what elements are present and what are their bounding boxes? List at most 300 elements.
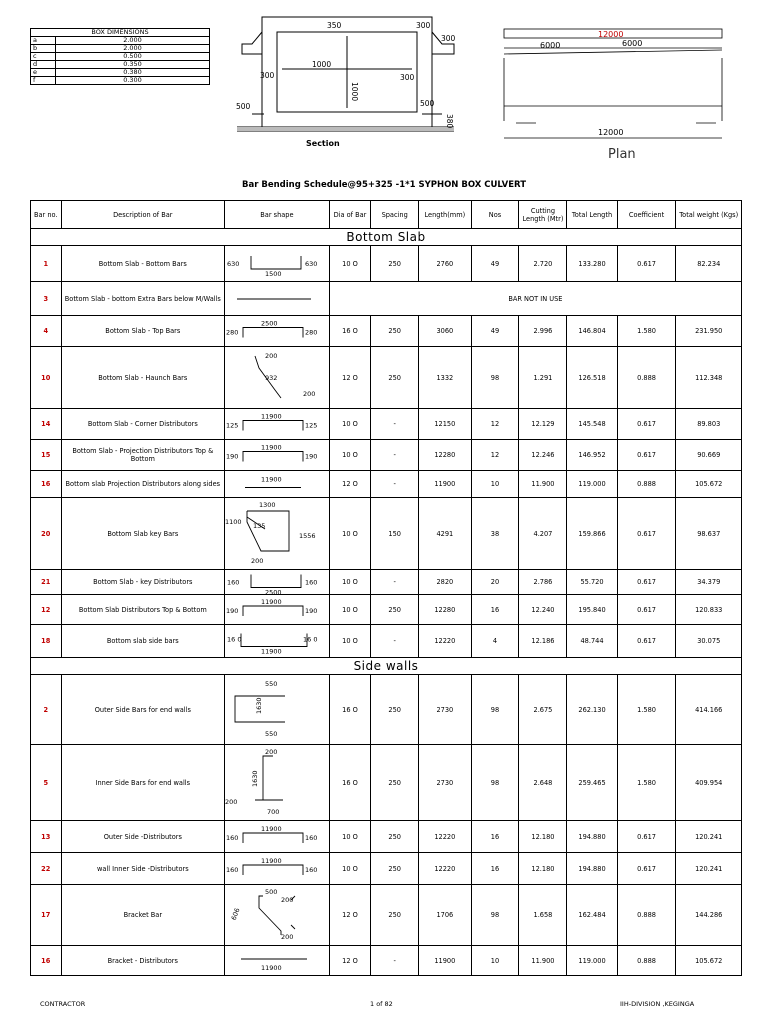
section-row-bottom: Bottom Slab <box>31 229 742 246</box>
length-cell: 3060 <box>419 316 471 347</box>
table-row <box>31 347 742 409</box>
total-length-cell: 145.548 <box>567 409 617 440</box>
length-cell: 2820 <box>419 570 471 595</box>
length-cell: 12220 <box>419 853 471 885</box>
length-cell: 12280 <box>419 595 471 625</box>
dim-key: d <box>31 61 56 69</box>
bar-shape-cell <box>225 282 330 316</box>
spacing-cell: 250 <box>371 853 419 885</box>
table-row <box>31 625 742 658</box>
page-title: Bar Bending Schedule@95+325 -1*1 SYPHON BOX CULVERT <box>241 180 527 190</box>
total-weight-cell: 105.672 <box>676 471 742 498</box>
length-cell: 2730 <box>419 745 471 821</box>
bar-shape-cell <box>225 853 330 885</box>
table-row <box>31 316 742 347</box>
cutting-length-cell: 11.900 <box>519 471 567 498</box>
shape-dim-label: 200 <box>251 556 264 565</box>
coefficient-cell: 1.580 <box>617 745 676 821</box>
dim-key: a <box>31 37 56 45</box>
col-header: Dia of Bar <box>329 201 370 229</box>
bar-shape-drawing <box>225 626 321 657</box>
coefficient-cell: 1.580 <box>617 316 676 347</box>
col-header: Total weight (Kgs) <box>676 201 742 229</box>
bar-shape-drawing <box>225 472 321 497</box>
plan-total-red: 12000 <box>598 30 624 39</box>
description-cell: Bottom Slab Distributors Top & Bottom <box>61 595 225 625</box>
description-cell: Bottom slab side bars <box>61 625 225 658</box>
section-drawing <box>232 14 462 139</box>
bar-shape-cell <box>225 821 330 853</box>
footer-center: 1 of 82 <box>370 1000 393 1008</box>
length-cell: 12150 <box>419 409 471 440</box>
section-dim: 1000 <box>312 60 332 69</box>
shape-dim-label: 200 <box>265 351 278 360</box>
bar-shape-cell <box>225 625 330 658</box>
spacing-cell: - <box>371 625 419 658</box>
dim-value: 0.350 <box>56 61 210 69</box>
spacing-cell: 250 <box>371 316 419 347</box>
coefficient-cell: 0.888 <box>617 347 676 409</box>
total-weight-cell: 120.241 <box>676 821 742 853</box>
nos-cell: 98 <box>471 675 519 745</box>
dim-key: f <box>31 77 56 85</box>
coefficient-cell: 0.617 <box>617 409 676 440</box>
total-length-cell: 146.952 <box>567 440 617 471</box>
coefficient-cell: 0.888 <box>617 946 676 976</box>
bar-shape-drawing <box>225 410 321 439</box>
bar-number-cell: 12 <box>31 595 62 625</box>
total-length-cell: 55.720 <box>567 570 617 595</box>
coefficient-cell: 0.617 <box>617 821 676 853</box>
shape-dim-label: 550 <box>265 729 278 738</box>
bar-shape-cell <box>225 498 330 570</box>
description-cell: Outer Side Bars for end walls <box>61 675 225 745</box>
table-row <box>31 885 742 946</box>
shape-dim-label: 1630 <box>255 696 264 714</box>
shape-dim-label: 190 <box>226 606 239 615</box>
nos-cell: 12 <box>471 409 519 440</box>
footer-left: CONTRACTOR <box>40 1000 86 1008</box>
shape-dim-label: 200 <box>265 747 278 756</box>
bar-shape-cell <box>225 745 330 821</box>
shape-dim-label: 11900 <box>261 412 282 420</box>
total-weight-cell: 414.166 <box>676 675 742 745</box>
description-cell: Bottom Slab key Bars <box>61 498 225 570</box>
total-length-cell: 259.465 <box>567 745 617 821</box>
coefficient-cell: 0.888 <box>617 885 676 946</box>
cutting-length-cell: 2.996 <box>519 316 567 347</box>
length-cell: 11900 <box>419 471 471 498</box>
cutting-length-cell: 12.240 <box>519 595 567 625</box>
total-weight-cell: 231.950 <box>676 316 742 347</box>
description-cell: Bottom Slab - Top Bars <box>61 316 225 347</box>
cutting-length-cell: 2.720 <box>519 246 567 282</box>
table-row <box>31 595 742 625</box>
bar-shape-cell <box>225 440 330 471</box>
cutting-length-cell: 12.180 <box>519 853 567 885</box>
cutting-length-cell: 12.186 <box>519 625 567 658</box>
shape-dim-label: 1630 <box>251 769 260 787</box>
dia-cell: 10 O <box>329 409 370 440</box>
dia-cell: 16 O <box>329 316 370 347</box>
bar-number-cell: 21 <box>31 570 62 595</box>
total-length-cell: 194.880 <box>567 821 617 853</box>
nos-cell: 20 <box>471 570 519 595</box>
cutting-length-cell: 2.648 <box>519 745 567 821</box>
shape-dim-label: 11900 <box>261 597 282 606</box>
dia-cell: 12 O <box>329 885 370 946</box>
shape-dim-label: 630 <box>227 259 240 268</box>
nos-cell: 4 <box>471 625 519 658</box>
bar-number-cell: 14 <box>31 409 62 440</box>
total-length-cell: 133.280 <box>567 246 617 282</box>
coefficient-cell: 0.617 <box>617 570 676 595</box>
col-header: Description of Bar <box>61 201 225 229</box>
shape-dim-label: 2500 <box>261 319 278 327</box>
bar-number-cell: 20 <box>31 498 62 570</box>
length-cell: 12220 <box>419 821 471 853</box>
shape-dim-label: 125 <box>305 421 318 429</box>
table-row <box>31 853 742 885</box>
cutting-length-cell: 12.180 <box>519 821 567 853</box>
coefficient-cell: 0.617 <box>617 625 676 658</box>
bar-shape-drawing <box>225 596 321 624</box>
col-header: Total Length <box>567 201 617 229</box>
shape-dim-label: 11900 <box>261 963 282 972</box>
cutting-length-cell: 4.207 <box>519 498 567 570</box>
shape-dim-label: 11900 <box>261 647 282 655</box>
table-row <box>31 246 742 282</box>
nos-cell: 16 <box>471 853 519 885</box>
bar-shape-drawing <box>225 746 321 820</box>
dia-cell: 10 O <box>329 570 370 595</box>
shape-dim-label: 160 <box>305 578 318 586</box>
cutting-length-cell: 2.786 <box>519 570 567 595</box>
shape-dim-label: 125 <box>226 421 239 429</box>
bar-shape-cell <box>225 347 330 409</box>
spacing-cell: 250 <box>371 821 419 853</box>
col-header: Length(mm) <box>419 201 471 229</box>
shape-dim-label: 160 <box>227 578 240 586</box>
shape-dim-label: 700 <box>267 807 280 816</box>
col-header: Nos <box>471 201 519 229</box>
bar-shape-drawing <box>225 571 321 594</box>
cutting-length-cell: 1.291 <box>519 347 567 409</box>
col-header: Cutting Length (Mtr) <box>519 201 567 229</box>
box-dimensions-header: BOX DIMENSIONS <box>31 29 210 37</box>
dia-cell: 12 O <box>329 347 370 409</box>
total-length-cell: 159.866 <box>567 498 617 570</box>
shape-dim-label: 1100 <box>225 517 242 526</box>
shape-dim-label: 200 <box>281 895 294 904</box>
shape-dim-label: 11900 <box>261 475 282 483</box>
shape-dim-label: 160 <box>226 865 239 874</box>
dim-value: 2.000 <box>56 37 210 45</box>
coefficient-cell: 0.617 <box>617 595 676 625</box>
total-weight-cell: 120.241 <box>676 853 742 885</box>
nos-cell: 49 <box>471 316 519 347</box>
spacing-cell: - <box>371 471 419 498</box>
total-length-cell: 195.840 <box>567 595 617 625</box>
shape-dim-label: 500 <box>265 887 278 896</box>
bar-shape-cell <box>225 885 330 946</box>
nos-cell: 98 <box>471 745 519 821</box>
table-row <box>31 471 742 498</box>
bar-number-cell: 13 <box>31 821 62 853</box>
nos-cell: 49 <box>471 246 519 282</box>
total-weight-cell: 34.379 <box>676 570 742 595</box>
total-weight-cell: 82.234 <box>676 246 742 282</box>
shape-dim-label: 1500 <box>265 269 282 278</box>
total-weight-cell: 144.286 <box>676 885 742 946</box>
table-row <box>31 745 742 821</box>
shape-dim-label: 1556 <box>299 531 316 540</box>
plan-half-left: 6000 <box>540 41 561 50</box>
spacing-cell: 250 <box>371 745 419 821</box>
total-length-cell: 146.804 <box>567 316 617 347</box>
table-row <box>31 821 742 853</box>
shape-dim-label: 16 0 <box>227 635 242 643</box>
total-length-cell: 262.130 <box>567 675 617 745</box>
description-cell: Bottom Slab - Bottom Bars <box>61 246 225 282</box>
footer-right: IIH-DIVISION ,KEGINGA <box>620 1000 695 1008</box>
bar-number-cell: 3 <box>31 282 62 316</box>
bar-number-cell: 4 <box>31 316 62 347</box>
bar-shape-drawing <box>225 317 321 346</box>
length-cell: 4291 <box>419 498 471 570</box>
bar-shape-cell <box>225 316 330 347</box>
col-header: Coefficient <box>617 201 676 229</box>
shape-dim-label: 135 <box>253 521 266 530</box>
spacing-cell: - <box>371 946 419 976</box>
col-header: Bar shape <box>225 201 330 229</box>
length-cell: 11900 <box>419 946 471 976</box>
shape-dim-label: 200 <box>281 932 294 941</box>
length-cell: 2760 <box>419 246 471 282</box>
cutting-length-cell: 11.900 <box>519 946 567 976</box>
shape-dim-label: 11900 <box>261 824 282 833</box>
bar-shape-cell <box>225 570 330 595</box>
nos-cell: 16 <box>471 595 519 625</box>
description-cell: Bottom Slab - Haunch Bars <box>61 347 225 409</box>
bar-shape-cell <box>225 246 330 282</box>
bar-shape-cell <box>225 471 330 498</box>
section-dim: 380 <box>445 114 454 129</box>
dia-cell: 10 O <box>329 625 370 658</box>
cutting-length-cell: 12.129 <box>519 409 567 440</box>
shape-dim-label: 160 <box>305 833 318 842</box>
table-row <box>31 498 742 570</box>
cutting-length-cell: 2.675 <box>519 675 567 745</box>
shape-dim-label: 200 <box>303 389 316 398</box>
shape-dim-label: 932 <box>265 373 278 382</box>
shape-dim-label: 190 <box>305 606 318 615</box>
description-cell: Bottom Slab - Projection Distributors Top & Bottom <box>61 440 225 471</box>
section-row-side: Side walls <box>31 658 742 675</box>
spacing-cell: 250 <box>371 675 419 745</box>
bar-shape-cell <box>225 409 330 440</box>
coefficient-cell: 0.617 <box>617 498 676 570</box>
nos-cell: 98 <box>471 347 519 409</box>
bar-number-cell: 15 <box>31 440 62 471</box>
total-length-cell: 194.880 <box>567 853 617 885</box>
plan-half-right: 6000 <box>622 39 643 48</box>
total-weight-cell: 112.348 <box>676 347 742 409</box>
cutting-length-cell: 12.246 <box>519 440 567 471</box>
description-cell: Bottom Slab - bottom Extra Bars below M/Walls <box>61 282 225 316</box>
table-row <box>31 946 742 976</box>
length-cell: 12280 <box>419 440 471 471</box>
shape-dim-label: 16 0 <box>303 635 318 643</box>
shape-dim-label: 11900 <box>261 443 282 451</box>
bar-shape-drawing <box>225 283 321 315</box>
section-dim: 500 <box>420 99 435 108</box>
total-weight-cell: 30.075 <box>676 625 742 658</box>
section-dim: 300 <box>416 21 431 30</box>
dia-cell: 12 O <box>329 471 370 498</box>
length-cell: 1706 <box>419 885 471 946</box>
total-length-cell: 119.000 <box>567 471 617 498</box>
bar-shape-cell <box>225 946 330 976</box>
bar-shape-cell <box>225 595 330 625</box>
bar-number-cell: 16 <box>31 471 62 498</box>
total-length-cell: 162.484 <box>567 885 617 946</box>
coefficient-cell: 0.617 <box>617 246 676 282</box>
col-header: Bar no. <box>31 201 62 229</box>
section-dim: 300 <box>260 71 275 80</box>
bar-shape-drawing <box>225 822 321 852</box>
nos-cell: 16 <box>471 821 519 853</box>
spacing-cell: 250 <box>371 885 419 946</box>
bar-number-cell: 10 <box>31 347 62 409</box>
table-row <box>31 675 742 745</box>
box-dimensions-table <box>30 28 210 85</box>
shape-dim-label: 160 <box>305 865 318 874</box>
spacing-cell: 250 <box>371 595 419 625</box>
table-row <box>31 570 742 595</box>
shape-dim-label: 190 <box>226 452 239 460</box>
coefficient-cell: 0.617 <box>617 853 676 885</box>
bar-number-cell: 5 <box>31 745 62 821</box>
cutting-length-cell: 1.658 <box>519 885 567 946</box>
bar-shape-drawing <box>225 854 321 884</box>
spacing-cell: - <box>371 570 419 595</box>
bar-shape-drawing <box>225 441 321 470</box>
note-cell: BAR NOT IN USE <box>329 282 741 316</box>
dia-cell: 12 O <box>329 946 370 976</box>
length-cell: 1332 <box>419 347 471 409</box>
nos-cell: 38 <box>471 498 519 570</box>
length-cell: 2730 <box>419 675 471 745</box>
dia-cell: 10 O <box>329 246 370 282</box>
description-cell: Bracket - Distributors <box>61 946 225 976</box>
shape-dim-label: 160 <box>226 833 239 842</box>
nos-cell: 98 <box>471 885 519 946</box>
total-weight-cell: 90.669 <box>676 440 742 471</box>
shape-dim-label: 11900 <box>261 856 282 865</box>
shape-dim-label: 280 <box>305 328 318 336</box>
section-label: Section <box>306 139 340 148</box>
total-weight-cell: 105.672 <box>676 946 742 976</box>
total-weight-cell: 409.954 <box>676 745 742 821</box>
description-cell: Inner Side Bars for end walls <box>61 745 225 821</box>
bar-shape-drawing <box>225 499 321 569</box>
dia-cell: 10 O <box>329 440 370 471</box>
table-row <box>31 409 742 440</box>
dim-value: 0.500 <box>56 53 210 61</box>
dim-value: 2.000 <box>56 45 210 53</box>
total-length-cell: 119.000 <box>567 946 617 976</box>
bar-bending-schedule-table <box>30 200 742 976</box>
total-weight-cell: 98.637 <box>676 498 742 570</box>
shape-dim-label: 550 <box>265 679 278 688</box>
bar-shape-drawing <box>225 886 321 945</box>
coefficient-cell: 0.888 <box>617 471 676 498</box>
spacing-cell: 150 <box>371 498 419 570</box>
spacing-cell: - <box>371 440 419 471</box>
bar-number-cell: 1 <box>31 246 62 282</box>
bar-shape-drawing <box>225 348 321 408</box>
dia-cell: 10 O <box>329 853 370 885</box>
total-length-cell: 126.518 <box>567 347 617 409</box>
shape-dim-label: 2500 <box>265 588 282 594</box>
coefficient-cell: 1.580 <box>617 675 676 745</box>
bar-number-cell: 22 <box>31 853 62 885</box>
shape-dim-label: 200 <box>225 797 238 806</box>
bar-shape-cell <box>225 675 330 745</box>
description-cell: wall Inner Side -Distributors <box>61 853 225 885</box>
bar-number-cell: 17 <box>31 885 62 946</box>
length-cell: 12220 <box>419 625 471 658</box>
dia-cell: 10 O <box>329 595 370 625</box>
description-cell: Bottom slab Projection Distributors along sides <box>61 471 225 498</box>
shape-dim-label: 280 <box>226 328 239 336</box>
plan-total-bottom: 12000 <box>598 128 624 137</box>
description-cell: Bracket Bar <box>61 885 225 946</box>
plan-drawing <box>496 26 736 146</box>
description-cell: Bottom Slab - key Distributors <box>61 570 225 595</box>
shape-dim-label: 606 <box>229 906 242 921</box>
dim-value: 0.380 <box>56 69 210 77</box>
coefficient-cell: 0.617 <box>617 440 676 471</box>
nos-cell: 10 <box>471 471 519 498</box>
nos-cell: 10 <box>471 946 519 976</box>
shape-dim-label: 630 <box>305 259 318 268</box>
description-cell: Outer Side -Distributors <box>61 821 225 853</box>
nos-cell: 12 <box>471 440 519 471</box>
total-length-cell: 48.744 <box>567 625 617 658</box>
table-row <box>31 440 742 471</box>
bar-number-cell: 16 <box>31 946 62 976</box>
plan-label: Plan <box>608 147 636 162</box>
dim-key: b <box>31 45 56 53</box>
dia-cell: 10 O <box>329 821 370 853</box>
section-dim: 500 <box>236 102 251 111</box>
shape-dim-label: 190 <box>305 452 318 460</box>
shape-dim-label: 1300 <box>259 500 276 509</box>
bar-shape-drawing <box>225 676 321 744</box>
section-dim: 300 <box>400 73 415 82</box>
bar-shape-drawing <box>225 947 321 975</box>
table-row <box>31 282 742 316</box>
dim-key: c <box>31 53 56 61</box>
bar-shape-drawing <box>225 247 321 281</box>
description-cell: Bottom Slab - Corner Distributors <box>61 409 225 440</box>
spacing-cell: - <box>371 409 419 440</box>
total-weight-cell: 89.803 <box>676 409 742 440</box>
section-dim: 300 <box>441 34 456 43</box>
section-dim: 350 <box>327 21 342 30</box>
